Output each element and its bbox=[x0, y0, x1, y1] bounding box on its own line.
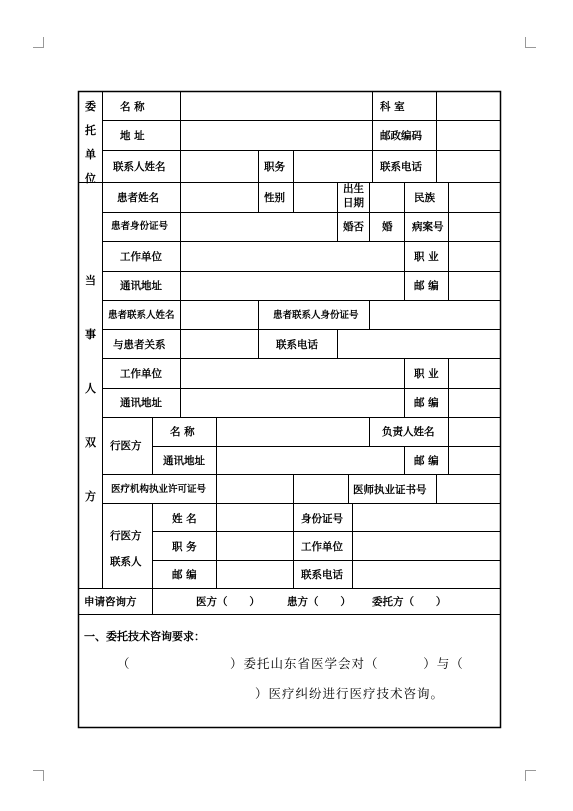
label-mail-address: 通讯地址 bbox=[120, 280, 162, 292]
label-contact-person-phone: 联系电话 bbox=[301, 569, 343, 581]
label-postcode-2: 邮 编 bbox=[414, 397, 439, 409]
label-contact-person-id: 身份证号 bbox=[301, 513, 343, 525]
label-contact-person-position: 职 务 bbox=[172, 541, 197, 553]
label-med-name: 名 称 bbox=[170, 426, 195, 438]
label-patient-contact-id: 患者联系人身份证号 bbox=[273, 310, 359, 321]
label-license-no: 医疗机构执业许可证号 bbox=[111, 484, 207, 495]
applicant-patient: 患方（ ） bbox=[287, 596, 351, 608]
side-label-parties: 当 事 人 双 方 bbox=[85, 274, 96, 503]
label-postcode: 邮 编 bbox=[414, 280, 439, 292]
label-med-mail-address: 通讯地址 bbox=[163, 455, 205, 467]
label-patient-name: 患者姓名 bbox=[117, 192, 159, 204]
label-married: 婚否 bbox=[343, 221, 364, 233]
label-medical-side: 行医方 bbox=[110, 440, 142, 452]
applicant-medical: 医方（ ） bbox=[196, 596, 260, 608]
requirements-line-1: （ ）委托山东省医学会对（ ）与（ bbox=[117, 656, 464, 671]
label-unit-name: 名 称 bbox=[120, 101, 145, 113]
label-married-value: 婚 bbox=[382, 221, 393, 233]
label-applicant: 申请咨询方 bbox=[84, 596, 137, 608]
label-contact-person-name: 姓 名 bbox=[172, 513, 197, 525]
label-birth-date-2: 日期 bbox=[343, 197, 364, 209]
label-med-postcode: 邮 编 bbox=[414, 455, 439, 467]
label-med-contact-2: 联系人 bbox=[110, 556, 142, 568]
label-contact-name: 联系人姓名 bbox=[113, 161, 166, 173]
label-patient-id: 患者身份证号 bbox=[111, 221, 169, 232]
label-position: 职务 bbox=[264, 161, 285, 173]
label-med-contact-1: 行医方 bbox=[110, 530, 142, 542]
label-birth-date-1: 出生 bbox=[343, 183, 364, 195]
label-relation: 与患者关系 bbox=[113, 339, 166, 351]
label-work-unit-2: 工作单位 bbox=[120, 368, 162, 380]
requirements-heading: 一、委托技术咨询要求： bbox=[84, 630, 205, 643]
label-unit-address: 地 址 bbox=[120, 130, 145, 142]
side-label-client-unit: 委 托 单 位 bbox=[85, 100, 96, 185]
label-gender: 性别 bbox=[264, 192, 285, 204]
label-occupation: 职 业 bbox=[414, 251, 439, 263]
label-contact-phone: 联系电话 bbox=[380, 161, 422, 173]
requirements-line-2: ）医疗纠纷进行医疗技术咨询。 bbox=[255, 686, 445, 701]
label-ethnicity: 民族 bbox=[414, 192, 435, 204]
label-doctor-cert: 医师执业证书号 bbox=[353, 484, 427, 496]
applicant-client: 委托方（ ） bbox=[372, 596, 447, 608]
label-record-no: 病案号 bbox=[412, 221, 444, 233]
label-work-unit: 工作单位 bbox=[120, 251, 162, 263]
label-principal-name: 负责人姓名 bbox=[382, 426, 435, 438]
label-occupation-2: 职 业 bbox=[414, 368, 439, 380]
label-postal-code: 邮政编码 bbox=[380, 130, 422, 142]
label-mail-address-2: 通讯地址 bbox=[120, 397, 162, 409]
label-patient-contact-name: 患者联系人姓名 bbox=[108, 310, 175, 321]
label-contact-person-work-unit: 工作单位 bbox=[301, 541, 343, 553]
label-phone: 联系电话 bbox=[276, 339, 318, 351]
label-department: 科 室 bbox=[380, 101, 405, 113]
label-contact-person-postcode: 邮 编 bbox=[172, 569, 197, 581]
